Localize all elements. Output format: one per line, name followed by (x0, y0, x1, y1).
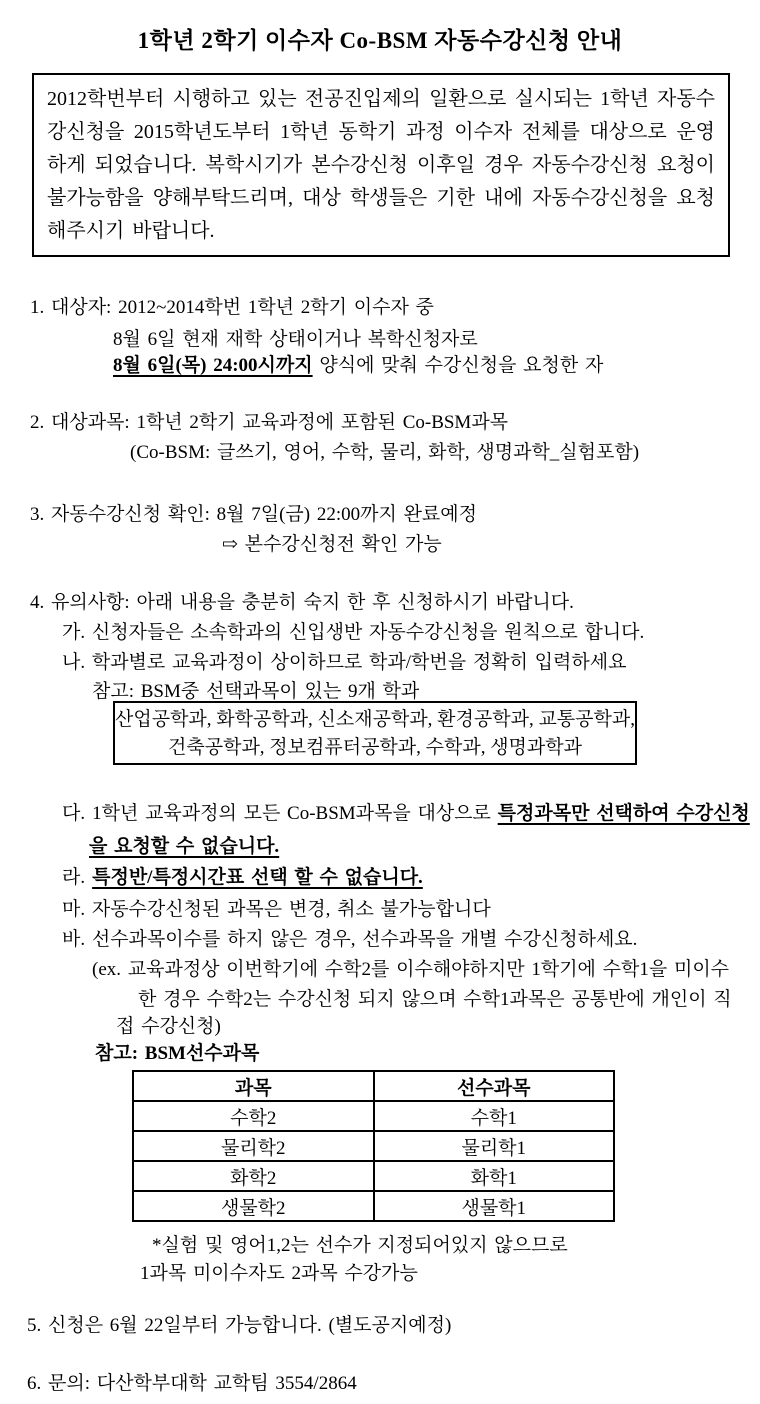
table-cell-prerequisite: 생물학1 (374, 1191, 615, 1221)
department-list-box (113, 701, 637, 765)
note-departments: 참고: BSM중 선택과목이 있는 9개 학과 (92, 681, 420, 702)
item-ma: 마. 자동수강신청된 과목은 변경, 취소 불가능합니다 (62, 899, 491, 920)
table-footnote-1: *실험 및 영어1,2는 선수가 지정되어있지 않으므로 (152, 1235, 568, 1256)
section-6-heading: 6. 문의: 다산학부대학 교학팀 3554/2864 (27, 1373, 357, 1394)
table-cell-subject: 물리학2 (133, 1131, 374, 1161)
department-list-line-1: 산업공학과, 화학공학과, 신소재공학과, 환경공학과, 교통공학과, (115, 709, 635, 730)
item-da-text: 1학년 교육과정의 모든 Co-BSM과목을 대상으로 (92, 803, 498, 824)
item-da-label: 다. (62, 803, 86, 824)
table-footnote-2: 1과목 미이수자도 2과목 수강가능 (140, 1263, 418, 1284)
item-ga: 가. 신청자들은 소속학과의 신입생반 자동수강신청을 원칙으로 합니다. (62, 622, 645, 643)
page-title: 1학년 2학기 이수자 Co-BSM 자동수강신청 안내 (137, 28, 623, 53)
table-row (133, 1191, 614, 1221)
table-header-subject: 과목 (133, 1071, 374, 1101)
item-na: 나. 학과별로 교육과정이 상이하므로 학과/학번을 정확히 입력하세요 (62, 652, 627, 673)
department-list-line-2: 건축공학과, 정보컴퓨터공학과, 수학과, 생명과학과 (168, 737, 582, 758)
table-row (133, 1131, 614, 1161)
item-da-emphasis: 특정과목만 선택하여 수강신청을 요청할 수 없습니다. (89, 803, 750, 857)
table-header-prerequisite: 선수과목 (374, 1071, 615, 1101)
item-ra (62, 862, 423, 889)
deadline-rest: 양식에 맞춰 수강신청을 요청한 자 (312, 355, 604, 376)
section-3-arrow-note: ⇨ 본수강신청전 확인 가능 (222, 534, 442, 555)
item-da (62, 797, 757, 863)
item-ra-emphasis: 특정반/특정시간표 선택 할 수 없습니다. (92, 867, 423, 888)
prerequisite-table (132, 1070, 615, 1222)
section-4-heading: 4. 유의사항: 아래 내용을 충분히 숙지 한 후 신청하시기 바랍니다. (30, 592, 574, 613)
table-cell-subject: 생물학2 (133, 1191, 374, 1221)
intro-paragraph: 2012학번부터 시행하고 있는 전공진입제의 일환으로 실시되는 1학년 자동수강신청을 2015학년도부터 1학년 동학기 과정 이수자 전체를 대상으로 운영하게 되었습니다. 복학시기가 본수강신청 이후일 경우 자동수강신청 요청이 불가능함을 양해부탁드리며, 대상 학생들은 기한 내에 자동수강신청을 요청해주시기 바랍니다. (47, 88, 715, 242)
table-cell-subject: 화학2 (133, 1161, 374, 1191)
table-cell-prerequisite: 화학1 (374, 1161, 615, 1191)
item-ra-label: 라. (62, 867, 86, 888)
note-prerequisites: 참고: BSM선수과목 (95, 1043, 260, 1064)
section-5-heading: 5. 신청은 6월 22일부터 가능합니다. (별도공지예정) (27, 1315, 452, 1336)
table-cell-subject: 수학2 (133, 1101, 374, 1131)
table-cell-prerequisite: 수학1 (374, 1101, 615, 1131)
example-line-3: 접 수강신청) (116, 1016, 221, 1037)
intro-box (32, 73, 730, 257)
section-1-line-2: 8월 6일 현재 재학 상태이거나 복학신청자로 (113, 329, 478, 350)
table-row (133, 1101, 614, 1131)
section-2-line-2: (Co-BSM: 글쓰기, 영어, 수학, 물리, 화학, 생명과학_실험포함) (130, 442, 640, 463)
item-ba: 바. 선수과목이수를 하지 않은 경우, 선수과목을 개별 수강신청하세요. (62, 929, 638, 950)
table-row (133, 1161, 614, 1191)
section-2-heading: 2. 대상과목: 1학년 2학기 교육과정에 포함된 Co-BSM과목 (30, 412, 509, 433)
example-line-1: (ex. 교육과정상 이번학기에 수학2를 이수해야하지만 1학기에 수학1을 미이수 (92, 959, 730, 980)
deadline-emphasis: 8월 6일(목) 24:00시까지 (113, 355, 313, 376)
section-1-heading: 1. 대상자: 2012~2014학번 1학년 2학기 이수자 중 (30, 297, 434, 318)
table-cell-prerequisite: 물리학1 (374, 1131, 615, 1161)
section-3-heading: 3. 자동수강신청 확인: 8월 7일(금) 22:00까지 완료예정 (30, 504, 477, 525)
example-line-2: 한 경우 수학2는 수강신청 되지 않으며 수학1과목은 공통반에 개인이 직 (138, 989, 732, 1010)
section-1-line-3 (113, 350, 603, 377)
table-header-row (133, 1071, 614, 1101)
